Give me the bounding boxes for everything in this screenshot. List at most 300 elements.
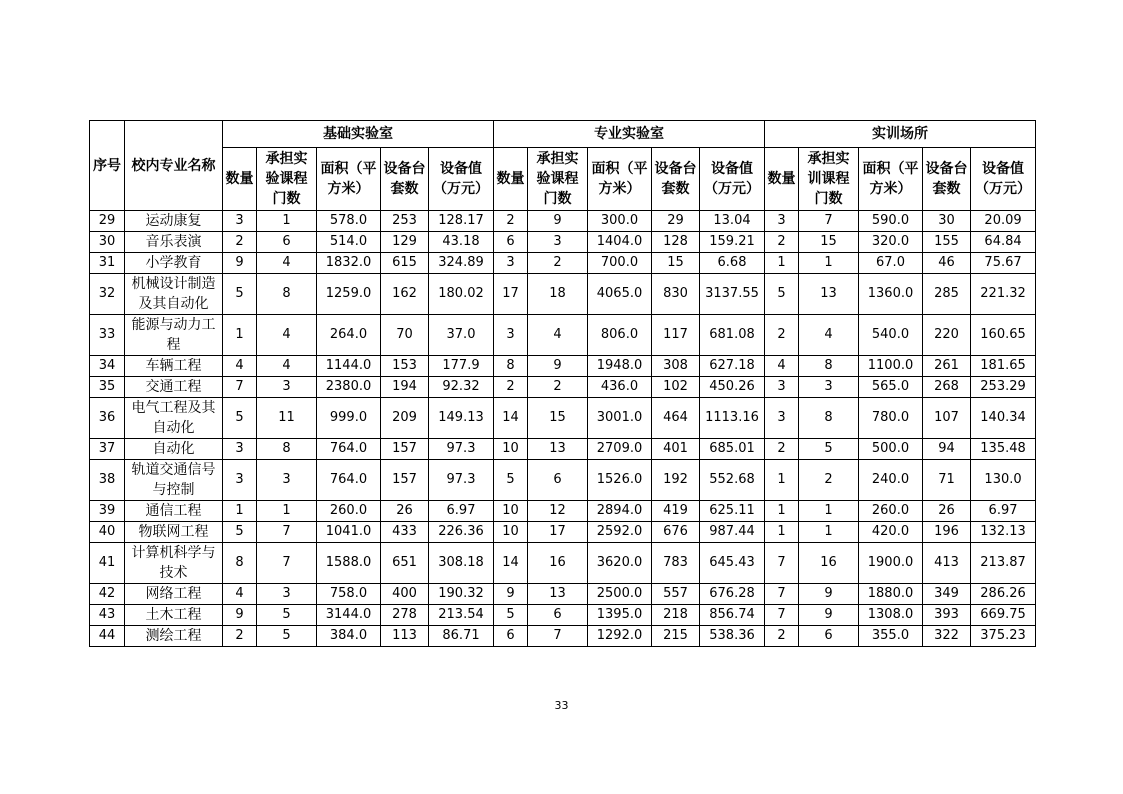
header-seq: 序号: [90, 121, 125, 211]
basic-count-cell: 4: [223, 356, 257, 377]
basic-count-cell: 2: [223, 626, 257, 647]
train-equipment-sets-cell: 393: [923, 605, 971, 626]
train-equipment-value-cell: 20.09: [971, 211, 1036, 232]
table-row: [90, 460, 1036, 501]
spec-equipment-value-cell: 6.68: [700, 253, 765, 274]
row-major-name: 能源与动力工程: [125, 315, 223, 356]
header-basic-equipment-sets: 设备台套数: [381, 148, 429, 211]
basic-equipment-sets-cell: 400: [381, 584, 429, 605]
spec-equipment-sets-cell: 102: [652, 377, 700, 398]
header-training-site: 实训场所: [765, 121, 1036, 148]
table-row: [90, 274, 1036, 315]
basic-courses-cell: 1: [257, 501, 317, 522]
basic-courses-cell: 6: [257, 232, 317, 253]
spec-courses-cell: 4: [528, 315, 588, 356]
train-equipment-value-cell: 132.13: [971, 522, 1036, 543]
spec-courses-cell: 6: [528, 605, 588, 626]
spec-equipment-value-cell: 676.28: [700, 584, 765, 605]
train-courses-cell: 7: [799, 211, 859, 232]
table-row: [90, 315, 1036, 356]
train-count-cell: 1: [765, 522, 799, 543]
basic-area-cell: 2380.0: [317, 377, 381, 398]
basic-area-cell: 578.0: [317, 211, 381, 232]
train-equipment-value-cell: 140.34: [971, 398, 1036, 439]
row-seq: 37: [90, 439, 125, 460]
basic-courses-cell: 4: [257, 253, 317, 274]
table-row: [90, 211, 1036, 232]
train-equipment-value-cell: 375.23: [971, 626, 1036, 647]
row-seq: 42: [90, 584, 125, 605]
spec-courses-cell: 7: [528, 626, 588, 647]
row-major-name: 通信工程: [125, 501, 223, 522]
spec-equipment-value-cell: 685.01: [700, 439, 765, 460]
train-equipment-value-cell: 6.97: [971, 501, 1036, 522]
spec-courses-cell: 2: [528, 253, 588, 274]
table-body: [90, 211, 1036, 647]
basic-equipment-sets-cell: 162: [381, 274, 429, 315]
spec-area-cell: 300.0: [588, 211, 652, 232]
basic-area-cell: 264.0: [317, 315, 381, 356]
train-area-cell: 540.0: [859, 315, 923, 356]
basic-equipment-value-cell: 86.71: [429, 626, 494, 647]
basic-equipment-value-cell: 92.32: [429, 377, 494, 398]
basic-area-cell: 1259.0: [317, 274, 381, 315]
row-seq: 33: [90, 315, 125, 356]
train-equipment-value-cell: 135.48: [971, 439, 1036, 460]
train-count-cell: 7: [765, 584, 799, 605]
spec-count-cell: 3: [494, 253, 528, 274]
train-count-cell: 7: [765, 543, 799, 584]
basic-count-cell: 8: [223, 543, 257, 584]
train-courses-cell: 4: [799, 315, 859, 356]
spec-area-cell: 1404.0: [588, 232, 652, 253]
spec-equipment-value-cell: 13.04: [700, 211, 765, 232]
spec-equipment-sets-cell: 15: [652, 253, 700, 274]
spec-equipment-sets-cell: 783: [652, 543, 700, 584]
train-count-cell: 1: [765, 501, 799, 522]
basic-equipment-sets-cell: 70: [381, 315, 429, 356]
train-area-cell: 590.0: [859, 211, 923, 232]
spec-courses-cell: 6: [528, 460, 588, 501]
train-equipment-sets-cell: 196: [923, 522, 971, 543]
spec-area-cell: 3620.0: [588, 543, 652, 584]
basic-equipment-sets-cell: 194: [381, 377, 429, 398]
row-seq: 31: [90, 253, 125, 274]
basic-area-cell: 514.0: [317, 232, 381, 253]
train-courses-cell: 5: [799, 439, 859, 460]
basic-equipment-value-cell: 180.02: [429, 274, 494, 315]
header-spec-equipment-value: 设备值（万元）: [700, 148, 765, 211]
row-seq: 41: [90, 543, 125, 584]
train-equipment-sets-cell: 413: [923, 543, 971, 584]
train-courses-cell: 9: [799, 605, 859, 626]
basic-area-cell: 764.0: [317, 460, 381, 501]
train-equipment-sets-cell: 349: [923, 584, 971, 605]
table-row: [90, 501, 1036, 522]
header-train-area: 面积（平方米）: [859, 148, 923, 211]
basic-count-cell: 9: [223, 253, 257, 274]
spec-area-cell: 2592.0: [588, 522, 652, 543]
basic-equipment-sets-cell: 278: [381, 605, 429, 626]
row-seq: 32: [90, 274, 125, 315]
spec-courses-cell: 2: [528, 377, 588, 398]
train-equipment-sets-cell: 220: [923, 315, 971, 356]
spec-area-cell: 2894.0: [588, 501, 652, 522]
basic-count-cell: 1: [223, 315, 257, 356]
basic-courses-cell: 8: [257, 274, 317, 315]
row-major-name: 音乐表演: [125, 232, 223, 253]
train-courses-cell: 2: [799, 460, 859, 501]
train-equipment-value-cell: 130.0: [971, 460, 1036, 501]
spec-courses-cell: 3: [528, 232, 588, 253]
spec-equipment-sets-cell: 29: [652, 211, 700, 232]
spec-courses-cell: 17: [528, 522, 588, 543]
basic-count-cell: 2: [223, 232, 257, 253]
basic-equipment-sets-cell: 157: [381, 439, 429, 460]
spec-area-cell: 2709.0: [588, 439, 652, 460]
basic-area-cell: 764.0: [317, 439, 381, 460]
train-count-cell: 5: [765, 274, 799, 315]
basic-equipment-value-cell: 97.3: [429, 439, 494, 460]
row-major-name: 交通工程: [125, 377, 223, 398]
header-basic-lab: 基础实验室: [223, 121, 494, 148]
train-courses-cell: 8: [799, 398, 859, 439]
basic-equipment-value-cell: 226.36: [429, 522, 494, 543]
train-equipment-value-cell: 221.32: [971, 274, 1036, 315]
header-spec-courses: 承担实验课程门数: [528, 148, 588, 211]
train-equipment-sets-cell: 285: [923, 274, 971, 315]
train-equipment-sets-cell: 46: [923, 253, 971, 274]
basic-area-cell: 1832.0: [317, 253, 381, 274]
spec-area-cell: 806.0: [588, 315, 652, 356]
train-courses-cell: 1: [799, 522, 859, 543]
spec-equipment-sets-cell: 117: [652, 315, 700, 356]
spec-count-cell: 14: [494, 543, 528, 584]
header-basic-courses: 承担实验课程门数: [257, 148, 317, 211]
train-courses-cell: 3: [799, 377, 859, 398]
train-equipment-value-cell: 75.67: [971, 253, 1036, 274]
train-count-cell: 2: [765, 315, 799, 356]
train-courses-cell: 8: [799, 356, 859, 377]
spec-area-cell: 2500.0: [588, 584, 652, 605]
train-area-cell: 67.0: [859, 253, 923, 274]
train-count-cell: 2: [765, 232, 799, 253]
row-major-name: 运动康复: [125, 211, 223, 232]
row-major-name: 土木工程: [125, 605, 223, 626]
spec-equipment-sets-cell: 192: [652, 460, 700, 501]
header-train-count: 数量: [765, 148, 799, 211]
basic-equipment-value-cell: 308.18: [429, 543, 494, 584]
table-row: [90, 356, 1036, 377]
basic-equipment-value-cell: 213.54: [429, 605, 494, 626]
train-area-cell: 355.0: [859, 626, 923, 647]
basic-count-cell: 3: [223, 460, 257, 501]
train-count-cell: 1: [765, 460, 799, 501]
spec-equipment-value-cell: 627.18: [700, 356, 765, 377]
spec-equipment-value-cell: 987.44: [700, 522, 765, 543]
row-major-name: 计算机科学与技术: [125, 543, 223, 584]
spec-count-cell: 10: [494, 501, 528, 522]
train-equipment-value-cell: 160.65: [971, 315, 1036, 356]
table-row: [90, 377, 1036, 398]
basic-count-cell: 3: [223, 211, 257, 232]
spec-count-cell: 5: [494, 605, 528, 626]
header-spec-equipment-sets: 设备台套数: [652, 148, 700, 211]
row-major-name: 车辆工程: [125, 356, 223, 377]
table-row: [90, 232, 1036, 253]
spec-courses-cell: 13: [528, 439, 588, 460]
spec-equipment-sets-cell: 830: [652, 274, 700, 315]
spec-equipment-sets-cell: 218: [652, 605, 700, 626]
train-equipment-sets-cell: 155: [923, 232, 971, 253]
row-seq: 40: [90, 522, 125, 543]
row-seq: 35: [90, 377, 125, 398]
basic-courses-cell: 1: [257, 211, 317, 232]
train-equipment-value-cell: 181.65: [971, 356, 1036, 377]
train-equipment-sets-cell: 107: [923, 398, 971, 439]
spec-courses-cell: 16: [528, 543, 588, 584]
spec-courses-cell: 18: [528, 274, 588, 315]
spec-count-cell: 17: [494, 274, 528, 315]
spec-equipment-sets-cell: 557: [652, 584, 700, 605]
basic-count-cell: 5: [223, 522, 257, 543]
train-area-cell: 1100.0: [859, 356, 923, 377]
basic-courses-cell: 4: [257, 315, 317, 356]
train-area-cell: 1308.0: [859, 605, 923, 626]
basic-equipment-value-cell: 177.9: [429, 356, 494, 377]
spec-count-cell: 6: [494, 232, 528, 253]
basic-area-cell: 758.0: [317, 584, 381, 605]
spec-area-cell: 1395.0: [588, 605, 652, 626]
spec-count-cell: 5: [494, 460, 528, 501]
train-equipment-sets-cell: 261: [923, 356, 971, 377]
spec-count-cell: 2: [494, 211, 528, 232]
row-major-name: 自动化: [125, 439, 223, 460]
basic-courses-cell: 4: [257, 356, 317, 377]
row-major-name: 测绘工程: [125, 626, 223, 647]
basic-courses-cell: 8: [257, 439, 317, 460]
train-courses-cell: 1: [799, 253, 859, 274]
row-seq: 43: [90, 605, 125, 626]
train-area-cell: 1900.0: [859, 543, 923, 584]
table-row: [90, 522, 1036, 543]
basic-count-cell: 7: [223, 377, 257, 398]
train-equipment-value-cell: 213.87: [971, 543, 1036, 584]
spec-equipment-sets-cell: 308: [652, 356, 700, 377]
header-train-equipment-value: 设备值（万元）: [971, 148, 1036, 211]
spec-area-cell: 4065.0: [588, 274, 652, 315]
spec-area-cell: 436.0: [588, 377, 652, 398]
spec-count-cell: 3: [494, 315, 528, 356]
spec-equipment-sets-cell: 128: [652, 232, 700, 253]
header-train-equipment-sets: 设备台套数: [923, 148, 971, 211]
table-row: [90, 253, 1036, 274]
basic-area-cell: 1041.0: [317, 522, 381, 543]
row-seq: 34: [90, 356, 125, 377]
basic-count-cell: 3: [223, 439, 257, 460]
row-major-name: 轨道交通信号与控制: [125, 460, 223, 501]
spec-equipment-value-cell: 538.36: [700, 626, 765, 647]
row-major-name: 物联网工程: [125, 522, 223, 543]
train-area-cell: 1880.0: [859, 584, 923, 605]
train-area-cell: 780.0: [859, 398, 923, 439]
basic-equipment-sets-cell: 209: [381, 398, 429, 439]
header-train-courses: 承担实训课程门数: [799, 148, 859, 211]
spec-courses-cell: 9: [528, 356, 588, 377]
row-seq: 30: [90, 232, 125, 253]
train-courses-cell: 13: [799, 274, 859, 315]
spec-area-cell: 700.0: [588, 253, 652, 274]
train-area-cell: 420.0: [859, 522, 923, 543]
basic-equipment-sets-cell: 433: [381, 522, 429, 543]
spec-count-cell: 14: [494, 398, 528, 439]
basic-courses-cell: 5: [257, 605, 317, 626]
train-area-cell: 240.0: [859, 460, 923, 501]
basic-count-cell: 5: [223, 274, 257, 315]
spec-equipment-sets-cell: 676: [652, 522, 700, 543]
train-equipment-value-cell: 669.75: [971, 605, 1036, 626]
table-row: [90, 626, 1036, 647]
spec-count-cell: 10: [494, 522, 528, 543]
lab-statistics-table: [89, 120, 1036, 647]
train-count-cell: 3: [765, 377, 799, 398]
spec-count-cell: 9: [494, 584, 528, 605]
train-equipment-value-cell: 253.29: [971, 377, 1036, 398]
train-equipment-value-cell: 286.26: [971, 584, 1036, 605]
basic-count-cell: 9: [223, 605, 257, 626]
spec-courses-cell: 13: [528, 584, 588, 605]
table-row: [90, 439, 1036, 460]
train-equipment-sets-cell: 94: [923, 439, 971, 460]
spec-equipment-value-cell: 681.08: [700, 315, 765, 356]
spec-equipment-value-cell: 645.43: [700, 543, 765, 584]
header-basic-area: 面积（平方米）: [317, 148, 381, 211]
train-equipment-sets-cell: 26: [923, 501, 971, 522]
basic-equipment-sets-cell: 26: [381, 501, 429, 522]
spec-area-cell: 1526.0: [588, 460, 652, 501]
spec-equipment-value-cell: 552.68: [700, 460, 765, 501]
spec-area-cell: 1292.0: [588, 626, 652, 647]
basic-equipment-value-cell: 128.17: [429, 211, 494, 232]
train-count-cell: 7: [765, 605, 799, 626]
basic-equipment-value-cell: 43.18: [429, 232, 494, 253]
spec-equipment-value-cell: 1113.16: [700, 398, 765, 439]
basic-equipment-sets-cell: 615: [381, 253, 429, 274]
table-row: [90, 398, 1036, 439]
train-count-cell: 3: [765, 398, 799, 439]
row-seq: 29: [90, 211, 125, 232]
row-major-name: 网络工程: [125, 584, 223, 605]
train-courses-cell: 9: [799, 584, 859, 605]
header-spec-count: 数量: [494, 148, 528, 211]
header-spec-area: 面积（平方米）: [588, 148, 652, 211]
train-courses-cell: 1: [799, 501, 859, 522]
basic-area-cell: 1144.0: [317, 356, 381, 377]
spec-count-cell: 8: [494, 356, 528, 377]
spec-equipment-sets-cell: 401: [652, 439, 700, 460]
basic-courses-cell: 3: [257, 377, 317, 398]
train-equipment-value-cell: 64.84: [971, 232, 1036, 253]
spec-equipment-value-cell: 625.11: [700, 501, 765, 522]
train-equipment-sets-cell: 268: [923, 377, 971, 398]
basic-courses-cell: 5: [257, 626, 317, 647]
basic-equipment-sets-cell: 157: [381, 460, 429, 501]
train-count-cell: 1: [765, 253, 799, 274]
spec-equipment-value-cell: 3137.55: [700, 274, 765, 315]
header-major-name: 校内专业名称: [125, 121, 223, 211]
basic-equipment-sets-cell: 129: [381, 232, 429, 253]
train-area-cell: 1360.0: [859, 274, 923, 315]
basic-area-cell: 999.0: [317, 398, 381, 439]
spec-count-cell: 2: [494, 377, 528, 398]
spec-count-cell: 6: [494, 626, 528, 647]
train-count-cell: 3: [765, 211, 799, 232]
basic-area-cell: 1588.0: [317, 543, 381, 584]
header-specialty-lab: 专业实验室: [494, 121, 765, 148]
basic-area-cell: 260.0: [317, 501, 381, 522]
spec-courses-cell: 9: [528, 211, 588, 232]
header-basic-equipment-value: 设备值（万元）: [429, 148, 494, 211]
basic-area-cell: 3144.0: [317, 605, 381, 626]
table-row: [90, 543, 1036, 584]
train-count-cell: 2: [765, 439, 799, 460]
spec-equipment-value-cell: 159.21: [700, 232, 765, 253]
basic-courses-cell: 7: [257, 522, 317, 543]
table-row: [90, 605, 1036, 626]
train-area-cell: 500.0: [859, 439, 923, 460]
spec-courses-cell: 12: [528, 501, 588, 522]
basic-equipment-value-cell: 37.0: [429, 315, 494, 356]
spec-equipment-sets-cell: 419: [652, 501, 700, 522]
basic-equipment-value-cell: 149.13: [429, 398, 494, 439]
train-equipment-sets-cell: 71: [923, 460, 971, 501]
train-area-cell: 320.0: [859, 232, 923, 253]
basic-count-cell: 4: [223, 584, 257, 605]
spec-equipment-sets-cell: 215: [652, 626, 700, 647]
spec-count-cell: 10: [494, 439, 528, 460]
header-basic-count: 数量: [223, 148, 257, 211]
basic-courses-cell: 11: [257, 398, 317, 439]
train-equipment-sets-cell: 30: [923, 211, 971, 232]
basic-count-cell: 1: [223, 501, 257, 522]
train-count-cell: 2: [765, 626, 799, 647]
spec-equipment-value-cell: 450.26: [700, 377, 765, 398]
basic-area-cell: 384.0: [317, 626, 381, 647]
basic-equipment-value-cell: 190.32: [429, 584, 494, 605]
page-number: 33: [554, 699, 569, 712]
basic-equipment-sets-cell: 651: [381, 543, 429, 584]
basic-courses-cell: 3: [257, 584, 317, 605]
basic-courses-cell: 3: [257, 460, 317, 501]
row-major-name: 电气工程及其自动化: [125, 398, 223, 439]
train-courses-cell: 15: [799, 232, 859, 253]
train-courses-cell: 6: [799, 626, 859, 647]
spec-equipment-sets-cell: 464: [652, 398, 700, 439]
basic-equipment-value-cell: 6.97: [429, 501, 494, 522]
basic-equipment-sets-cell: 253: [381, 211, 429, 232]
row-major-name: 机械设计制造及其自动化: [125, 274, 223, 315]
row-seq: 36: [90, 398, 125, 439]
spec-courses-cell: 15: [528, 398, 588, 439]
row-major-name: 小学教育: [125, 253, 223, 274]
basic-equipment-value-cell: 324.89: [429, 253, 494, 274]
basic-equipment-sets-cell: 113: [381, 626, 429, 647]
train-area-cell: 565.0: [859, 377, 923, 398]
row-seq: 39: [90, 501, 125, 522]
basic-courses-cell: 7: [257, 543, 317, 584]
basic-count-cell: 5: [223, 398, 257, 439]
train-courses-cell: 16: [799, 543, 859, 584]
